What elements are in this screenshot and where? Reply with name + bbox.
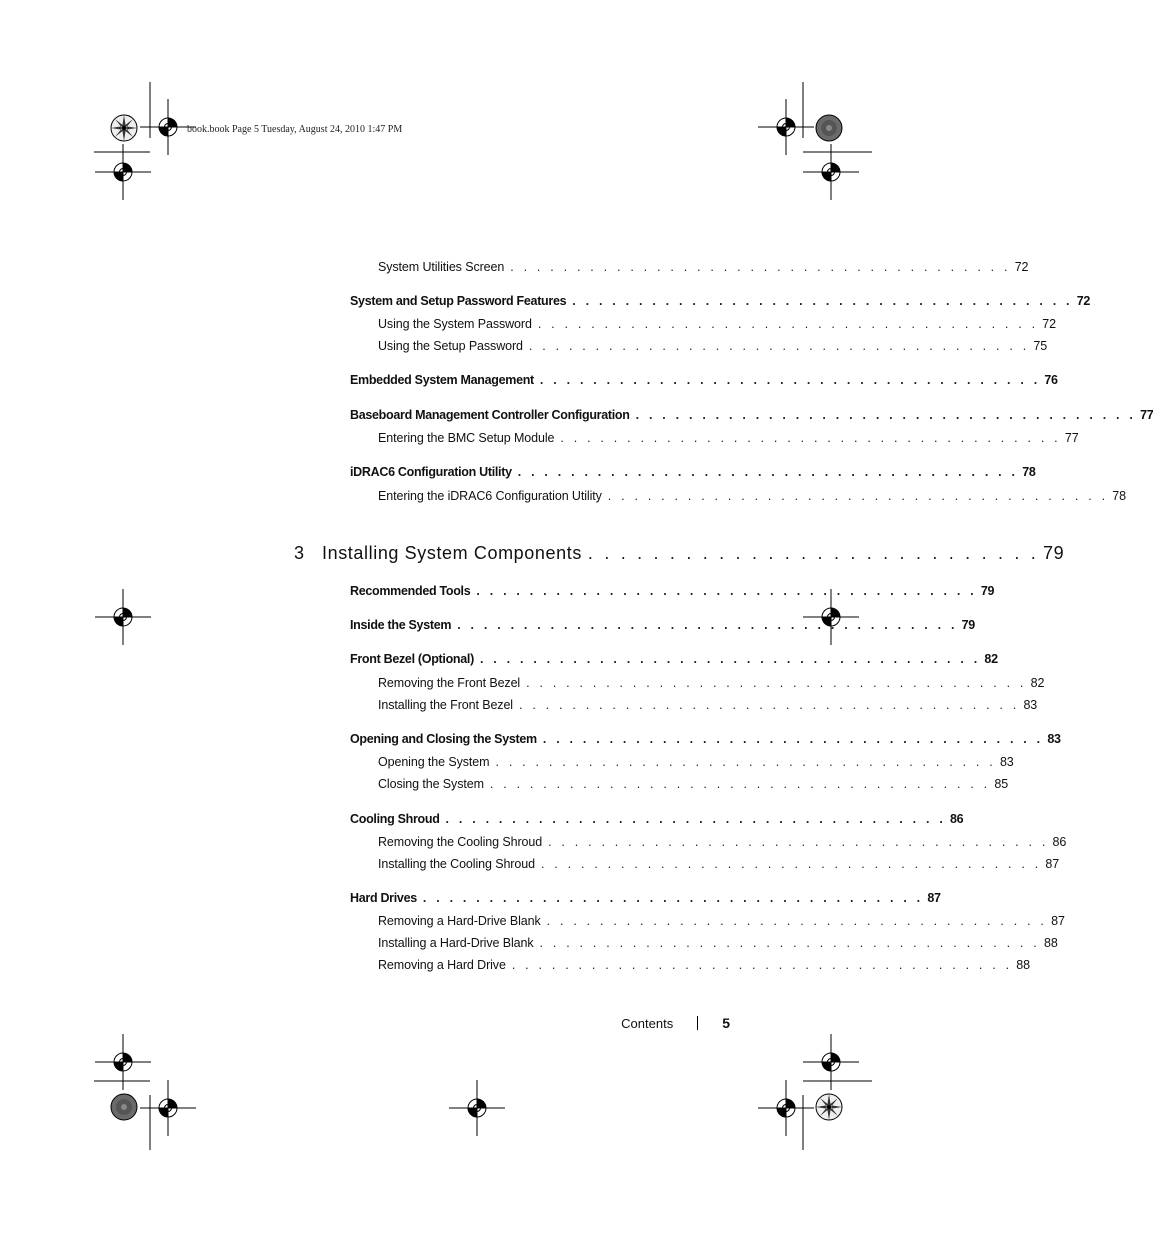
toc-section[interactable]: Baseboard Management Controller Configuration . . . . . . . . . . . . . . . . . . . . . . . . . . . . . . . . . . . . . . 77 <box>350 408 1153 422</box>
toc-entry[interactable]: Opening the System . . . . . . . . . . . . . . . . . . . . . . . . . . . . . . . . . . . . . . 83 <box>378 755 1014 769</box>
toc-section[interactable]: Hard Drives . . . . . . . . . . . . . . . . . . . . . . . . . . . . . . . . . . . . . . 87 <box>350 891 941 905</box>
crop-lines <box>94 82 1153 1150</box>
registration-mark-bottom-left-a <box>95 1034 151 1090</box>
toc-entry[interactable]: Removing a Hard Drive . . . . . . . . . . . . . . . . . . . . . . . . . . . . . . . . . . . . . . 88 <box>378 958 1030 972</box>
toc-section[interactable]: System and Setup Password Features . . . . . . . . . . . . . . . . . . . . . . . . . . . . . . . . . . . . . . 72 <box>350 294 1091 308</box>
page-number: 5 <box>722 1015 730 1031</box>
toc-entry[interactable]: Installing the Front Bezel . . . . . . . . . . . . . . . . . . . . . . . . . . . . . . . . . . . . . . 83 <box>378 698 1038 712</box>
print-slug: book.book Page 5 Tuesday, August 24, 2010 1:47 PM <box>187 124 403 135</box>
toc-chapter[interactable]: 3 Installing System Components . . . . . . . . . . . . . . . . . . . . . . . . . . . . 79 <box>294 543 1065 563</box>
dark-target-icon-top-right <box>816 115 842 141</box>
toc-entry[interactable]: Using the System Password . . . . . . . . . . . . . . . . . . . . . . . . . . . . . . . . . . . . . . 72 <box>378 317 1056 331</box>
registration-mark-top-right-a <box>758 99 814 155</box>
footer-divider <box>697 1016 698 1030</box>
toc-section[interactable]: iDRAC6 Configuration Utility . . . . . . . . . . . . . . . . . . . . . . . . . . . . . . . . . . . . . . 78 <box>350 465 1036 479</box>
registration-mark-bottom-center <box>449 1080 505 1136</box>
toc-entry[interactable]: Entering the iDRAC6 Configuration Utility . . . . . . . . . . . . . . . . . . . . . . . . . . . . . . . . . . . . . . 78 <box>378 489 1126 503</box>
registration-mark-mid-left <box>95 589 151 645</box>
toc-entry[interactable]: Entering the BMC Setup Module . . . . . . . . . . . . . . . . . . . . . . . . . . . . . . . . . . . . . . 77 <box>378 431 1079 445</box>
toc-entry[interactable]: Installing a Hard-Drive Blank . . . . . . . . . . . . . . . . . . . . . . . . . . . . . . . . . . . . . . 88 <box>378 936 1058 950</box>
toc-section[interactable]: Recommended Tools . . . . . . . . . . . . . . . . . . . . . . . . . . . . . . . . . . . . . . 79 <box>350 584 995 598</box>
footer-label: Contents <box>621 1015 674 1031</box>
toc-entry[interactable]: Removing the Cooling Shroud . . . . . . . . . . . . . . . . . . . . . . . . . . . . . . . . . . . . . . 86 <box>378 835 1067 849</box>
toc-section[interactable]: Embedded System Management . . . . . . . . . . . . . . . . . . . . . . . . . . . . . . . . . . . . . . 76 <box>350 373 1058 387</box>
wheel-icon-top-left <box>111 115 137 141</box>
toc-entry[interactable]: Installing the Cooling Shroud . . . . . . . . . . . . . . . . . . . . . . . . . . . . . . . . . . . . . . 87 <box>378 857 1060 871</box>
page-footer <box>600 1015 730 1031</box>
toc-section[interactable]: Inside the System . . . . . . . . . . . . . . . . . . . . . . . . . . . . . . . . . . . . . . 79 <box>350 618 975 632</box>
toc-section[interactable]: Opening and Closing the System . . . . . . . . . . . . . . . . . . . . . . . . . . . . . . . . . . . . . . 83 <box>350 732 1061 746</box>
toc-entry[interactable]: Removing the Front Bezel . . . . . . . . . . . . . . . . . . . . . . . . . . . . . . . . . . . . . . 82 <box>378 676 1045 690</box>
toc-entry[interactable]: Closing the System . . . . . . . . . . . . . . . . . . . . . . . . . . . . . . . . . . . . . . 85 <box>378 777 1009 791</box>
toc-entry[interactable]: Removing a Hard-Drive Blank . . . . . . . . . . . . . . . . . . . . . . . . . . . . . . . . . . . . . . 87 <box>378 914 1065 928</box>
dark-target-icon-bottom-left <box>111 1094 137 1120</box>
registration-mark-bottom-right-b <box>803 1034 859 1090</box>
toc-entry[interactable]: Using the Setup Password . . . . . . . . . . . . . . . . . . . . . . . . . . . . . . . . . . . . . . 75 <box>378 339 1048 353</box>
registration-mark-bottom-left-b <box>140 1080 196 1136</box>
toc-section[interactable]: Front Bezel (Optional) . . . . . . . . . . . . . . . . . . . . . . . . . . . . . . . . . . . . . . 82 <box>350 652 998 666</box>
wheel-icon-bottom-right <box>816 1094 842 1120</box>
registration-mark-bottom-right-a <box>758 1080 814 1136</box>
toc-entry[interactable]: System Utilities Screen . . . . . . . . . . . . . . . . . . . . . . . . . . . . . . . . . . . . . . 72 <box>378 260 1029 274</box>
toc-section[interactable]: Cooling Shroud . . . . . . . . . . . . . . . . . . . . . . . . . . . . . . . . . . . . . . 86 <box>350 812 964 826</box>
